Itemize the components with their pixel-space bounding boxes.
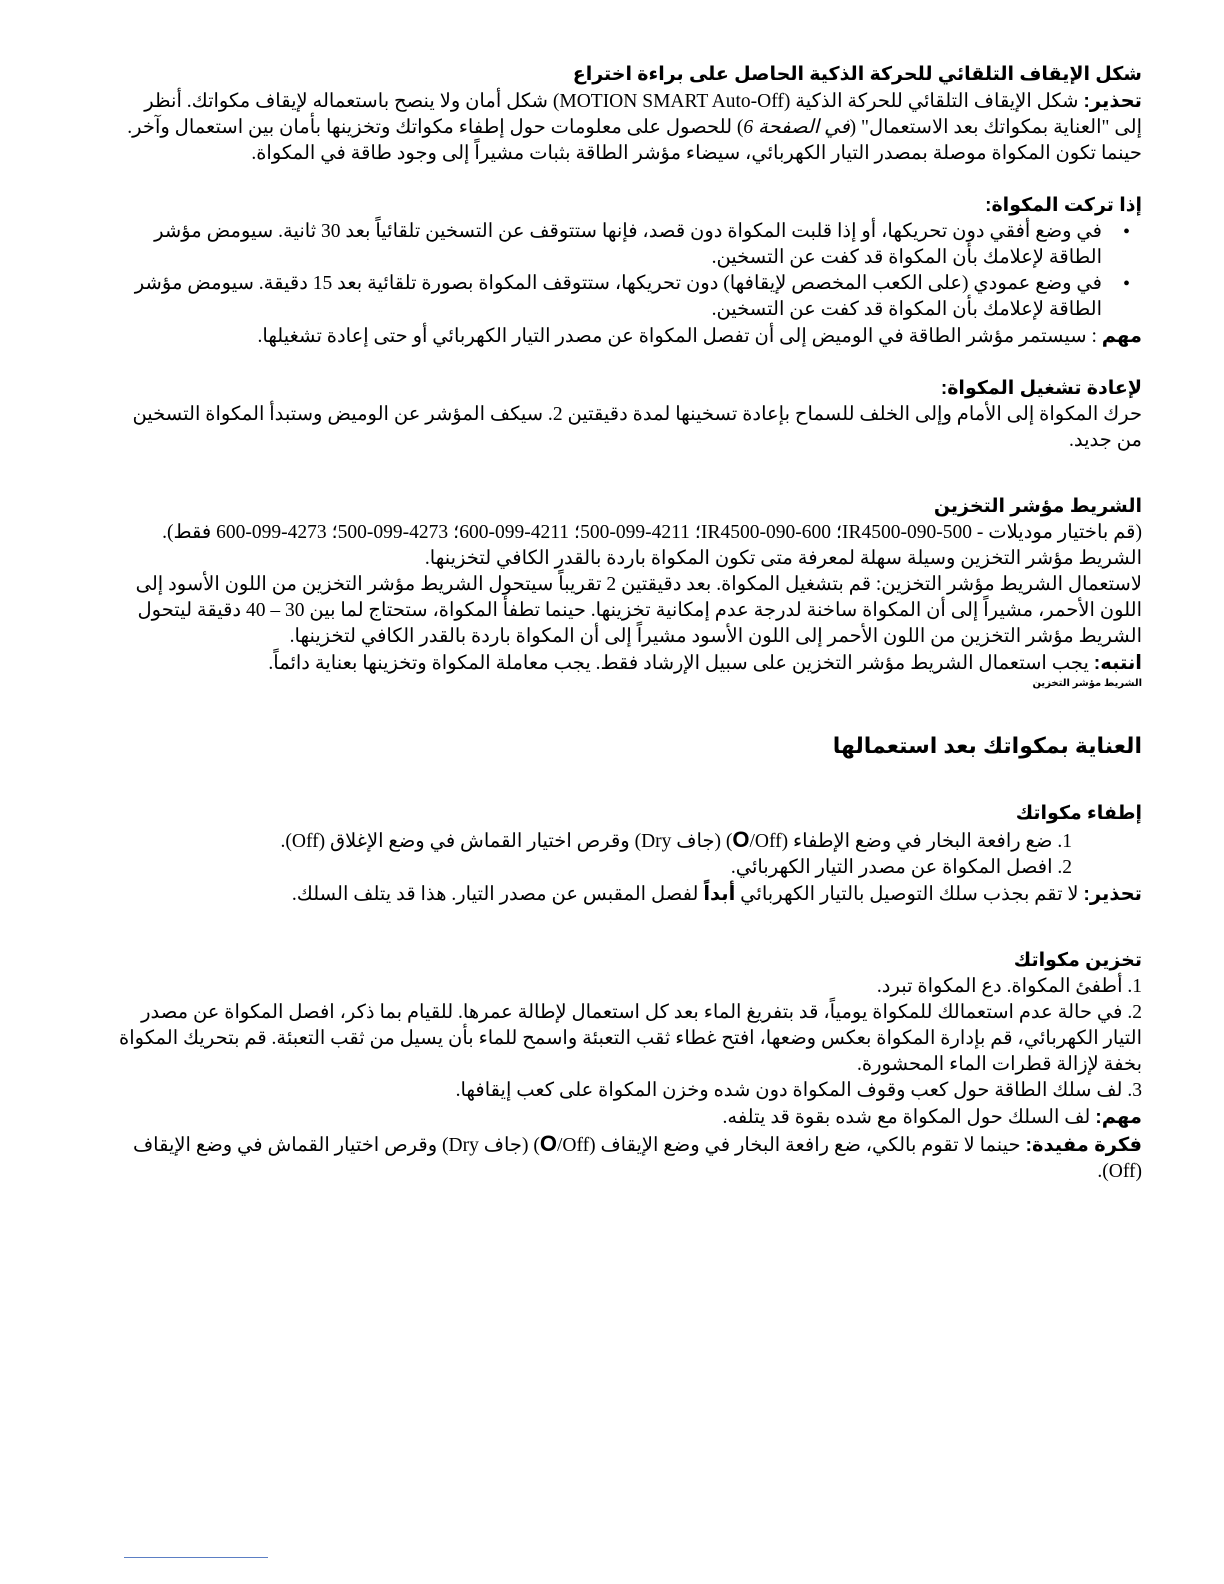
caution-text: يجب استعمال الشريط مؤشر التخزين على سبيل الإرشاد فقط. يجب معاملة المكواة وتخزينها بعناية دائماً. (268, 653, 1094, 674)
footnote-divider (124, 1557, 268, 1558)
important-text: : سيستمر مؤشر الطاقة في الوميض إلى أن تفصل المكواة عن مصدر التيار الكهربائي أو حتى إعادة تشغيلها. (257, 326, 1102, 347)
power-indicator-text: حينما تكون المكواة موصلة بمصدر التيار الكهربائي، سيضاء مؤشر الطاقة بثبات مشيراً إلى وجود طاقة في المكواة. (251, 143, 1142, 164)
store-important (112, 1104, 1142, 1131)
off-symbol: O (732, 827, 750, 852)
storage-strip-models: (قم باختيار موديلات - IR4500-090-500؛ IR4500-090-600؛ 4211-099-500؛ 4211-099-600؛ 4273-099-500؛ 4273-099-600 فقط). (162, 522, 1142, 543)
store-step-2: 2. في حالة عدم استعمالك للمكواة يومياً، قد بتفريغ الماء بعد كل استعمال لإطالة عمرها. للقيام بما ذكر، افصل المكواة عن مصدر التيار الكهربائي، قم بإدارة المكواة بعكس وضعها، افتح غطاء ثقب التعبئة واسمح للماء بأن يسيل من ثقب التعبئة. قم بتحريك المكواة بخفة لإزالة قطرات الماء المحشورة. (119, 1002, 1142, 1075)
warning-label: تحذير: (1083, 90, 1142, 112)
store-step-3: 3. لف سلك الطاقة حول كعب وقوف المكواة دون شده وخزن المكواة على كعب إيقافها. (455, 1080, 1142, 1101)
tip-label: فكرة مفيدة: (1025, 1134, 1142, 1156)
important-label: مهم (1101, 325, 1142, 347)
if-left-list (112, 219, 1142, 323)
auto-off-title: شكل الإيقاف التلقائي للحركة الذكية الحاصل على براءة اختراع (572, 64, 1142, 85)
caution-label: انتبه: (1093, 652, 1142, 674)
tip-text: /Off) (جاف Dry) وقرص اختيار القماش في وضع الإيقاف (Off). (132, 1135, 1142, 1182)
store-heading: تخزين مكواتك (1013, 950, 1142, 971)
storage-strip-caption: الشريط مؤشر التخزين (1032, 678, 1142, 689)
turn-off-step-2: 2. افصل المكواة عن مصدر التيار الكهربائي. (730, 857, 1072, 878)
warning-page-ref: في الصفحة 6 (743, 117, 850, 138)
step-text: /Off) (جاف Dry) وقرص اختيار القماش في وضع الإغلاق (Off). (280, 831, 782, 852)
care-heading: العناية بمكواتك بعد استعمالها (832, 733, 1142, 758)
if-left-heading: إذا تركت المكواة: (985, 195, 1142, 216)
storage-strip-description: الشريط مؤشر التخزين وسيلة سهلة لمعرفة متى تكون المكواة باردة بالقدر الكافي لتخزينها. (424, 548, 1142, 569)
warning-label: تحذير: (1083, 883, 1142, 905)
restart-text: حرك المكواة إلى الأمام وإلى الخلف للسماح بإعادة تسخينها لمدة دقيقتين 2. سيكف المؤشر عن الوميض وستبدأ المكواة التسخين من جديد. (132, 404, 1142, 451)
list-item: • في وضع أفقي دون تحريكها، أو إذا قلبت المكواة دون قصد، فإنها ستتوقف عن التسخين تلقائياً بعد 30 ثانية. سيومض مؤشر الطاقة لإعلامك بأن المكواة قد كفت عن التسخين. (112, 219, 1142, 271)
warning-never: أبداً (703, 883, 736, 905)
off-symbol: O (539, 1131, 557, 1156)
warning-text: لفصل المقبس عن مصدر التيار. هذا قد يتلف السلك. (291, 884, 704, 905)
store-step-1: 1. أطفئ المكواة. دع المكواة تبرد. (876, 976, 1142, 997)
document-page (112, 62, 1142, 1185)
important-text: لف السلك حول المكواة مع شده بقوة قد يتلفه. (722, 1107, 1096, 1128)
storage-strip-usage: لاستعمال الشريط مؤشر التخزين: قم بتشغيل المكواة. بعد دقيقتين 2 تقريباً سيتحول الشريط مؤشر التخزين من اللون الأسود إلى اللون الأحمر، مشيراً إلى أن المكواة ساخنة لدرجة عدم إمكانية تخزينها. حينما تطفأ المكواة، ستحتاج لما بين 30 – 40 دقيقة ليتحول الشريط مؤشر التخزين من اللون الأحمر إلى اللون الأسود مشيراً إلى أن المكواة باردة بالقدر الكافي لتخزينها. (135, 574, 1142, 647)
turn-off-step-1 (112, 827, 1072, 855)
warning-text: لا تقم بجذب سلك التوصيل بالتيار الكهربائي (735, 884, 1084, 905)
tip-text: حينما لا تقوم بالكي، ضع رافعة البخار في وضع الإيقاف ( (589, 1135, 1026, 1156)
step-text: 1. ضع رافعة البخار في وضع الإطفاء ( (781, 831, 1072, 852)
store-tip (112, 1131, 1142, 1185)
turn-off-heading: إطفاء مكواتك (1015, 803, 1142, 824)
if-left-important (112, 323, 1142, 350)
storage-strip-heading: الشريط مؤشر التخزين (933, 496, 1142, 517)
restart-heading: لإعادة تشغيل المكواة: (940, 378, 1142, 399)
warning-text-end: ) للحصول على معلومات حول إطفاء مكواتك وتخزينها بأمان بين استعمال وآخر. (127, 117, 744, 138)
list-item: • في وضع عمودي (على الكعب المخصص لإيقافها) دون تحريكها، ستتوقف المكواة بصورة تلقائية بعد 15 دقيقة. سيومض مؤشر الطاقة لإعلامك بأن المكواة قد كفت عن التسخين. (112, 271, 1142, 323)
auto-off-warning (112, 88, 1142, 141)
warning-text: شكل الإيقاف التلقائي للحركة الذكية (MOTION SMART Auto-Off) شكل أمان ولا ينصح باستعماله لإيقاف مكواتك. أنظر إلى "العناية بمكواتك بعد الاستعمال" ( (144, 91, 1142, 138)
turn-off-warning (112, 881, 1142, 908)
storage-strip-caution (112, 650, 1142, 677)
turn-off-steps (112, 827, 1142, 881)
important-label: مهم: (1095, 1106, 1142, 1128)
